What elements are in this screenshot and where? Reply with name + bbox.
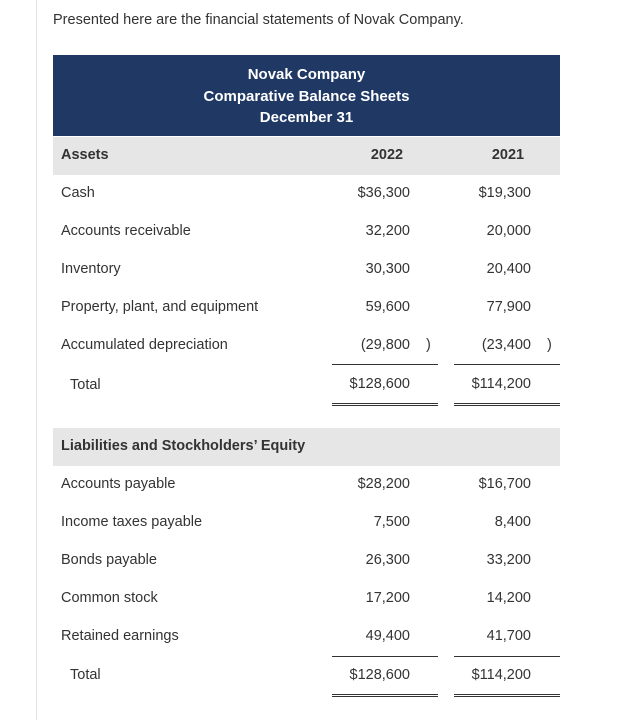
accumulated-depreciation-2021: (23,400 bbox=[481, 337, 531, 353]
row-label-ppe: Property, plant, and equipment bbox=[61, 299, 259, 315]
assets-heading: Assets bbox=[61, 147, 109, 163]
assets-header-bar bbox=[53, 137, 560, 175]
bonds-payable-2021: 33,200 bbox=[486, 552, 531, 568]
row-label-accumulated-depreciation: Accumulated depreciation bbox=[61, 337, 228, 353]
row-label-bonds-payable: Bonds payable bbox=[61, 552, 157, 568]
cash-2022: $36,300 bbox=[357, 185, 410, 201]
liabilities-header-bar bbox=[53, 428, 560, 466]
assets-total-double-rule-2022 bbox=[332, 403, 438, 406]
statement-date: December 31 bbox=[259, 109, 354, 126]
accounts-payable-2022: $28,200 bbox=[357, 476, 410, 492]
assets-subtotal-rule-2021 bbox=[454, 364, 560, 365]
accumulated-depreciation-2022-close: ) bbox=[426, 337, 431, 353]
liabilities-subtotal-rule-2022 bbox=[332, 656, 438, 657]
row-label-common-stock: Common stock bbox=[61, 590, 158, 606]
row-label-income-taxes-payable: Income taxes payable bbox=[61, 514, 203, 530]
ppe-2021: 77,900 bbox=[486, 299, 531, 315]
liabilities-total-double-rule-2022 bbox=[332, 694, 438, 697]
assets-total-label: Total bbox=[70, 377, 101, 393]
retained-earnings-2022: 49,400 bbox=[365, 628, 410, 644]
accumulated-depreciation-2022: (29,800 bbox=[360, 337, 410, 353]
statement-title: Comparative Balance Sheets bbox=[203, 87, 410, 105]
row-label-accounts-payable: Accounts payable bbox=[61, 476, 176, 492]
income-taxes-payable-2021: 8,400 bbox=[494, 514, 531, 530]
liabilities-total-2021: $114,200 bbox=[471, 667, 531, 683]
assets-total-double-rule-2021 bbox=[454, 403, 560, 406]
liabilities-total-label: Total bbox=[70, 667, 101, 683]
row-label-cash: Cash bbox=[61, 185, 95, 201]
ppe-2022: 59,600 bbox=[365, 299, 410, 315]
common-stock-2022: 17,200 bbox=[365, 590, 410, 606]
common-stock-2021: 14,200 bbox=[486, 590, 531, 606]
inventory-2021: 20,400 bbox=[486, 261, 531, 277]
company-name: Novak Company bbox=[247, 66, 366, 83]
accounts-payable-2021: $16,700 bbox=[478, 476, 531, 492]
row-label-accounts-receivable: Accounts receivable bbox=[61, 223, 191, 239]
cash-2021: $19,300 bbox=[478, 185, 531, 201]
accounts-receivable-2021: 20,000 bbox=[486, 223, 531, 239]
accumulated-depreciation-2021-close: ) bbox=[547, 337, 552, 353]
statement-header bbox=[53, 55, 560, 136]
assets-total-2021: $114,200 bbox=[471, 376, 531, 392]
column-2022: 2022 bbox=[370, 147, 404, 163]
assets-subtotal-rule-2022 bbox=[332, 364, 438, 365]
assets-total-2022: $128,600 bbox=[349, 376, 410, 392]
accounts-receivable-2022: 32,200 bbox=[365, 223, 410, 239]
row-label-inventory: Inventory bbox=[61, 261, 121, 277]
left-divider bbox=[36, 0, 37, 720]
liabilities-total-2022: $128,600 bbox=[349, 667, 410, 683]
inventory-2022: 30,300 bbox=[365, 261, 410, 277]
row-label-retained-earnings: Retained earnings bbox=[61, 628, 179, 644]
liabilities-subtotal-rule-2021 bbox=[454, 656, 560, 657]
liabilities-total-double-rule-2021 bbox=[454, 694, 560, 697]
liabilities-heading: Liabilities and Stockholders’ Equity bbox=[61, 438, 306, 454]
intro-text: Presented here are the financial statements of Novak Company. bbox=[53, 12, 464, 28]
column-2021: 2021 bbox=[491, 147, 525, 163]
retained-earnings-2021: 41,700 bbox=[486, 628, 531, 644]
bonds-payable-2022: 26,300 bbox=[365, 552, 410, 568]
income-taxes-payable-2022: 7,500 bbox=[373, 514, 410, 530]
